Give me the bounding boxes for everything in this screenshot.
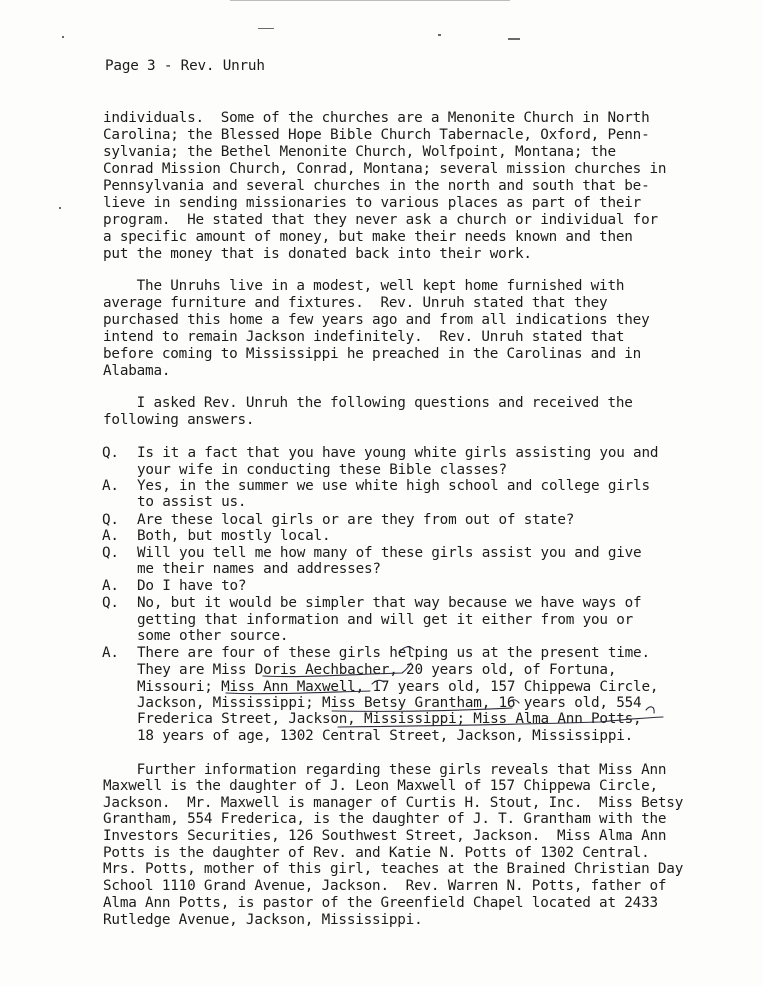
- qa-text-line: your wife in conducting these Bible classes?: [137, 462, 507, 478]
- text-line: Alma Ann Potts, is pastor of the Greenfield Chapel located at 2433: [103, 895, 658, 911]
- text-line: Conrad Mission Church, Conrad, Montana; several mission churches in: [103, 161, 667, 177]
- text-line: Mrs. Potts, mother of this girl, teaches at the Brained Christian Day: [103, 861, 684, 877]
- text-line: intend to remain Jackson indefinitely. Rev. Unruh stated that: [103, 329, 625, 345]
- qa-text-line: Missouri; Miss Ann Maxwell, 17 years old, 157 Chippewa Circle,: [137, 679, 659, 695]
- qa-text-line: Are these local girls or are they from out of state?: [137, 512, 575, 528]
- text-line: Maxwell is the daughter of J. Leon Maxwell of 157 Chippewa Circle,: [103, 778, 658, 794]
- qa-label: A.: [102, 645, 119, 661]
- text-line: Potts is the daughter of Rev. and Katie N. Potts of 1302 Central.: [103, 845, 650, 861]
- qa-text-line: 18 years of age, 1302 Central Street, Jackson, Mississippi.: [137, 728, 634, 744]
- text-line: Alabama.: [103, 363, 171, 379]
- qa-text-line: No, but it would be simpler that way because we have ways of: [137, 595, 642, 611]
- text-line: lieve in sending missionaries to various places as part of their: [103, 195, 642, 211]
- page-header: Page 3 - Rev. Unruh: [105, 58, 265, 74]
- qa-text-line: getting that information and will get it either from you or: [137, 612, 634, 628]
- qa-text-line: They are Miss Doris Aechbacher, 20 years old, of Fortuna,: [137, 662, 617, 678]
- text-line: program. He stated that they never ask a church or individual for: [103, 212, 658, 228]
- text-line: average furniture and fixtures. Rev. Unruh stated that they: [103, 295, 608, 311]
- text-line: a specific amount of money, but make their needs known and then: [103, 229, 633, 245]
- qa-text-line: Do I have to?: [137, 578, 247, 594]
- text-line: Jackson. Mr. Maxwell is manager of Curtis H. Stout, Inc. Miss Betsy: [103, 795, 684, 811]
- text-line: Pennsylvania and several churches in the north and south that be-: [103, 178, 650, 194]
- qa-label: A.: [102, 578, 119, 594]
- text-line: Rutledge Avenue, Jackson, Mississippi.: [103, 912, 423, 928]
- text-line: purchased this home a few years ago and from all indications they: [103, 312, 650, 328]
- qa-text-line: Is it a fact that you have young white girls assisting you and: [137, 445, 659, 461]
- text-line: Grantham, 554 Frederica, is the daughter of J. T. Grantham with the: [103, 811, 667, 827]
- qa-text-line: Frederica Street, Jackson, Mississippi; Miss Alma Ann Potts,: [137, 711, 642, 727]
- text-line: Investors Securities, 126 Southwest Street, Jackson. Miss Alma Ann: [103, 828, 667, 844]
- qa-text-line: some other source.: [137, 628, 289, 644]
- text-line: following answers.: [103, 412, 255, 428]
- text-line: I asked Rev. Unruh the following questions and received the: [103, 395, 633, 411]
- qa-label: Q.: [102, 545, 119, 561]
- qa-label: Q.: [102, 595, 119, 611]
- qa-text-line: Jackson, Mississippi; Miss Betsy Grantham, 16 years old, 554: [137, 695, 642, 711]
- text-line: School 1110 Grand Avenue, Jackson. Rev. Warren N. Potts, father of: [103, 878, 667, 894]
- qa-label: Q.: [102, 512, 119, 528]
- text-line: The Unruhs live in a modest, well kept home furnished with: [103, 278, 625, 294]
- qa-text-line: Will you tell me how many of these girls assist you and give: [137, 545, 642, 561]
- text-line: sylvania; the Bethel Menonite Church, Wolfpoint, Montana; the: [103, 144, 616, 160]
- qa-text-line: to assist us.: [137, 494, 247, 510]
- text-line: Further information regarding these girls reveals that Miss Ann: [103, 762, 667, 778]
- text-line: Carolina; the Blessed Hope Bible Church Tabernacle, Oxford, Penn-: [103, 127, 650, 143]
- qa-label: A.: [102, 528, 119, 544]
- qa-text-line: Yes, in the summer we use white high school and college girls: [137, 478, 650, 494]
- qa-text-line: Both, but mostly local.: [137, 528, 331, 544]
- text-line: individuals. Some of the churches are a Menonite Church in North: [103, 110, 650, 126]
- text-line: before coming to Mississippi he preached in the Carolinas and in: [103, 346, 642, 362]
- qa-text-line: me their names and addresses?: [137, 561, 381, 577]
- qa-label: A.: [102, 478, 119, 494]
- text-line: put the money that is donated back into their work.: [103, 246, 532, 262]
- qa-text-line: There are four of these girls helping us at the present time.: [137, 645, 650, 661]
- qa-label: Q.: [102, 445, 119, 461]
